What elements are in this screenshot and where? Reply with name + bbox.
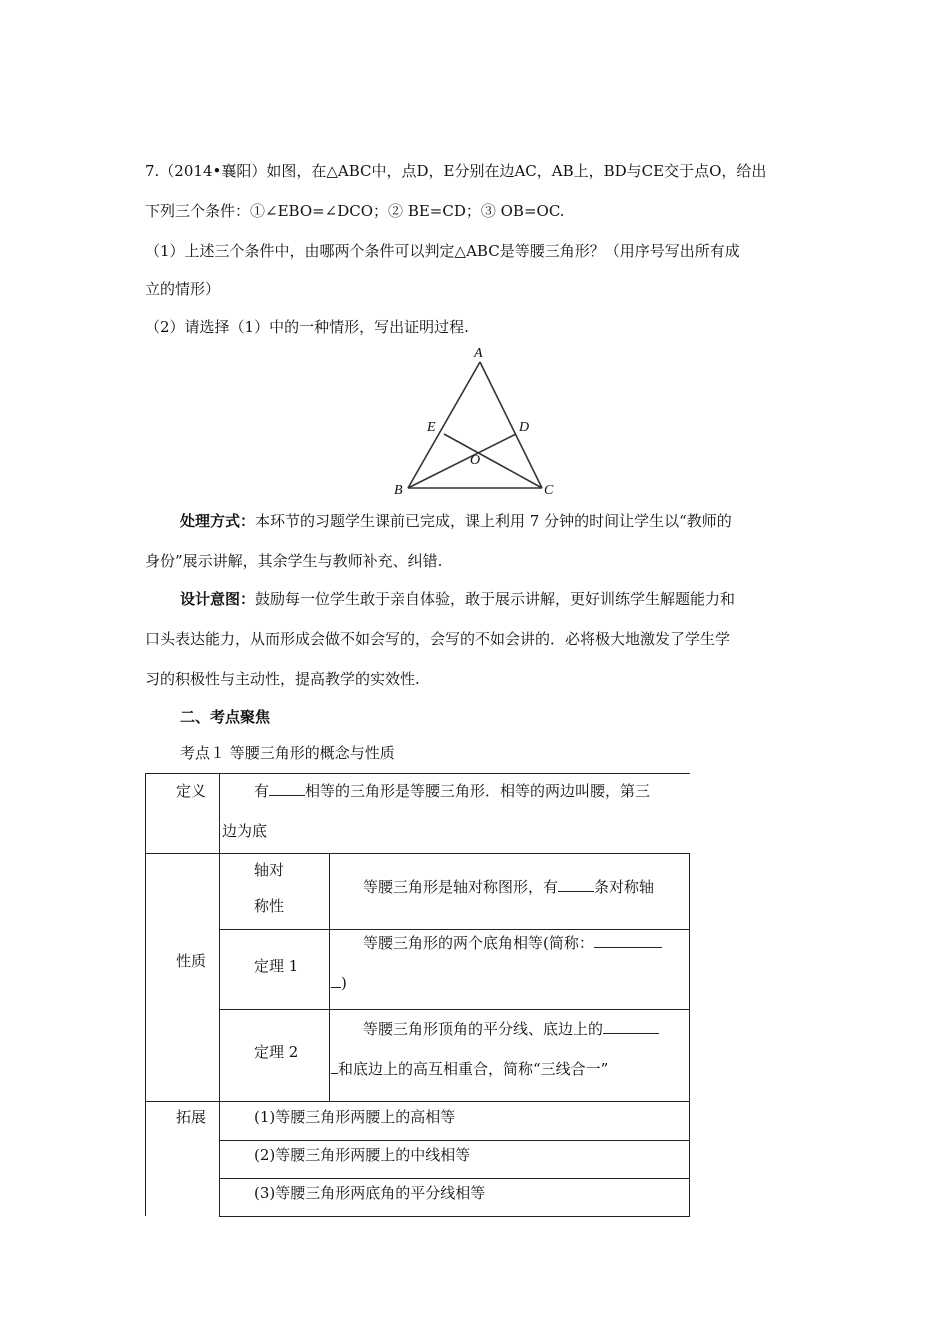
axis-text: 等腰三角形是轴对称图形，有 条对称轴 (363, 878, 655, 896)
side-ac (480, 362, 542, 488)
side-ab (408, 362, 480, 488)
intent-text-a: 鼓励每一位学生敢于亲自体验，敢于展示讲解，更好训练学生解题能力和 (255, 590, 736, 608)
def-text-line-1: 有 相等的三角形是等腰三角形．相等的两边叫腰，第三 (254, 782, 651, 800)
method-line-2: 身份”展示讲解，其余学生与教师补充、纠错. (145, 552, 443, 570)
axis-label-line-2: 称性 (254, 897, 285, 915)
def-label: 定义 (176, 782, 207, 800)
intent-line-1 (180, 588, 735, 609)
ext-item-2: (2)等腰三角形两腰上的中线相等 (254, 1146, 471, 1164)
intent-line-2: 口头表达能力，从而形成会做不如会写的，会写的不如会讲的．必将极大地激发了学生学 (145, 630, 731, 648)
label-o: O (470, 453, 481, 468)
label-d: D (519, 420, 530, 435)
thm1-blank (594, 932, 662, 948)
method-label: 处理方式： (180, 512, 256, 530)
problem-line-2: 下列三个条件：①∠EBO=∠DCO；② BE=CD；③ OB=OC. (145, 202, 565, 220)
thm2-blank (603, 1018, 659, 1034)
intent-label: 设计意图： (180, 590, 256, 608)
def-text-line-2: 边为底 (222, 822, 268, 840)
problem-line-1: 7.（2014•襄阳）如图，在△ABC中，点D，E分别在边AC，AB上，BD与CE交于点O，给出 (145, 162, 767, 180)
segment-ce (444, 434, 542, 488)
axis-blank (558, 876, 594, 892)
section-heading: 二、考点聚焦 (180, 708, 271, 726)
method-text-a: 本环节的习题学生课前已完成，课上利用 7 分钟的时间让学生以“教师的 (255, 512, 732, 530)
triangle-figure (388, 342, 568, 502)
axis-label-line-1: 轴对 (254, 861, 285, 879)
question-1-line-1: （1）上述三个条件中，由哪两个条件可以判定△ABC是等腰三角形？（用序号写出所有成 (145, 242, 740, 260)
prop-label: 性质 (176, 952, 207, 970)
ext-item-3: (3)等腰三角形两底角的平分线相等 (254, 1184, 486, 1202)
thm1-text-line-1: 等腰三角形的两个底角相等(简称： (363, 932, 662, 953)
thm2-text-line-1: 等腰三角形顶角的平分线、底边上的 (363, 1018, 659, 1039)
ext-label: 拓展 (176, 1108, 207, 1126)
label-c: C (544, 483, 554, 498)
thm1-text-line-2: ) (331, 972, 347, 992)
section-subheading: 考点１ 等腰三角形的概念与性质 (180, 744, 395, 762)
label-e: E (427, 420, 436, 435)
label-b: B (394, 483, 403, 498)
ext-item-1: (1)等腰三角形两腰上的高相等 (254, 1108, 456, 1126)
thm2-label: 定理 2 (254, 1043, 299, 1061)
question-1-line-2: 立的情形） (145, 280, 221, 298)
method-line-1 (180, 510, 732, 531)
intent-line-3: 习的积极性与主动性，提高教学的实效性. (145, 670, 420, 688)
thm1-label: 定理 1 (254, 957, 299, 975)
label-a: A (474, 346, 483, 361)
question-2: （2）请选择（1）中的一种情形，写出证明过程. (145, 318, 469, 336)
thm2-text-line-2: 和底边上的高互相重合，简称“三线合一” (331, 1058, 608, 1079)
def-blank (269, 780, 305, 796)
